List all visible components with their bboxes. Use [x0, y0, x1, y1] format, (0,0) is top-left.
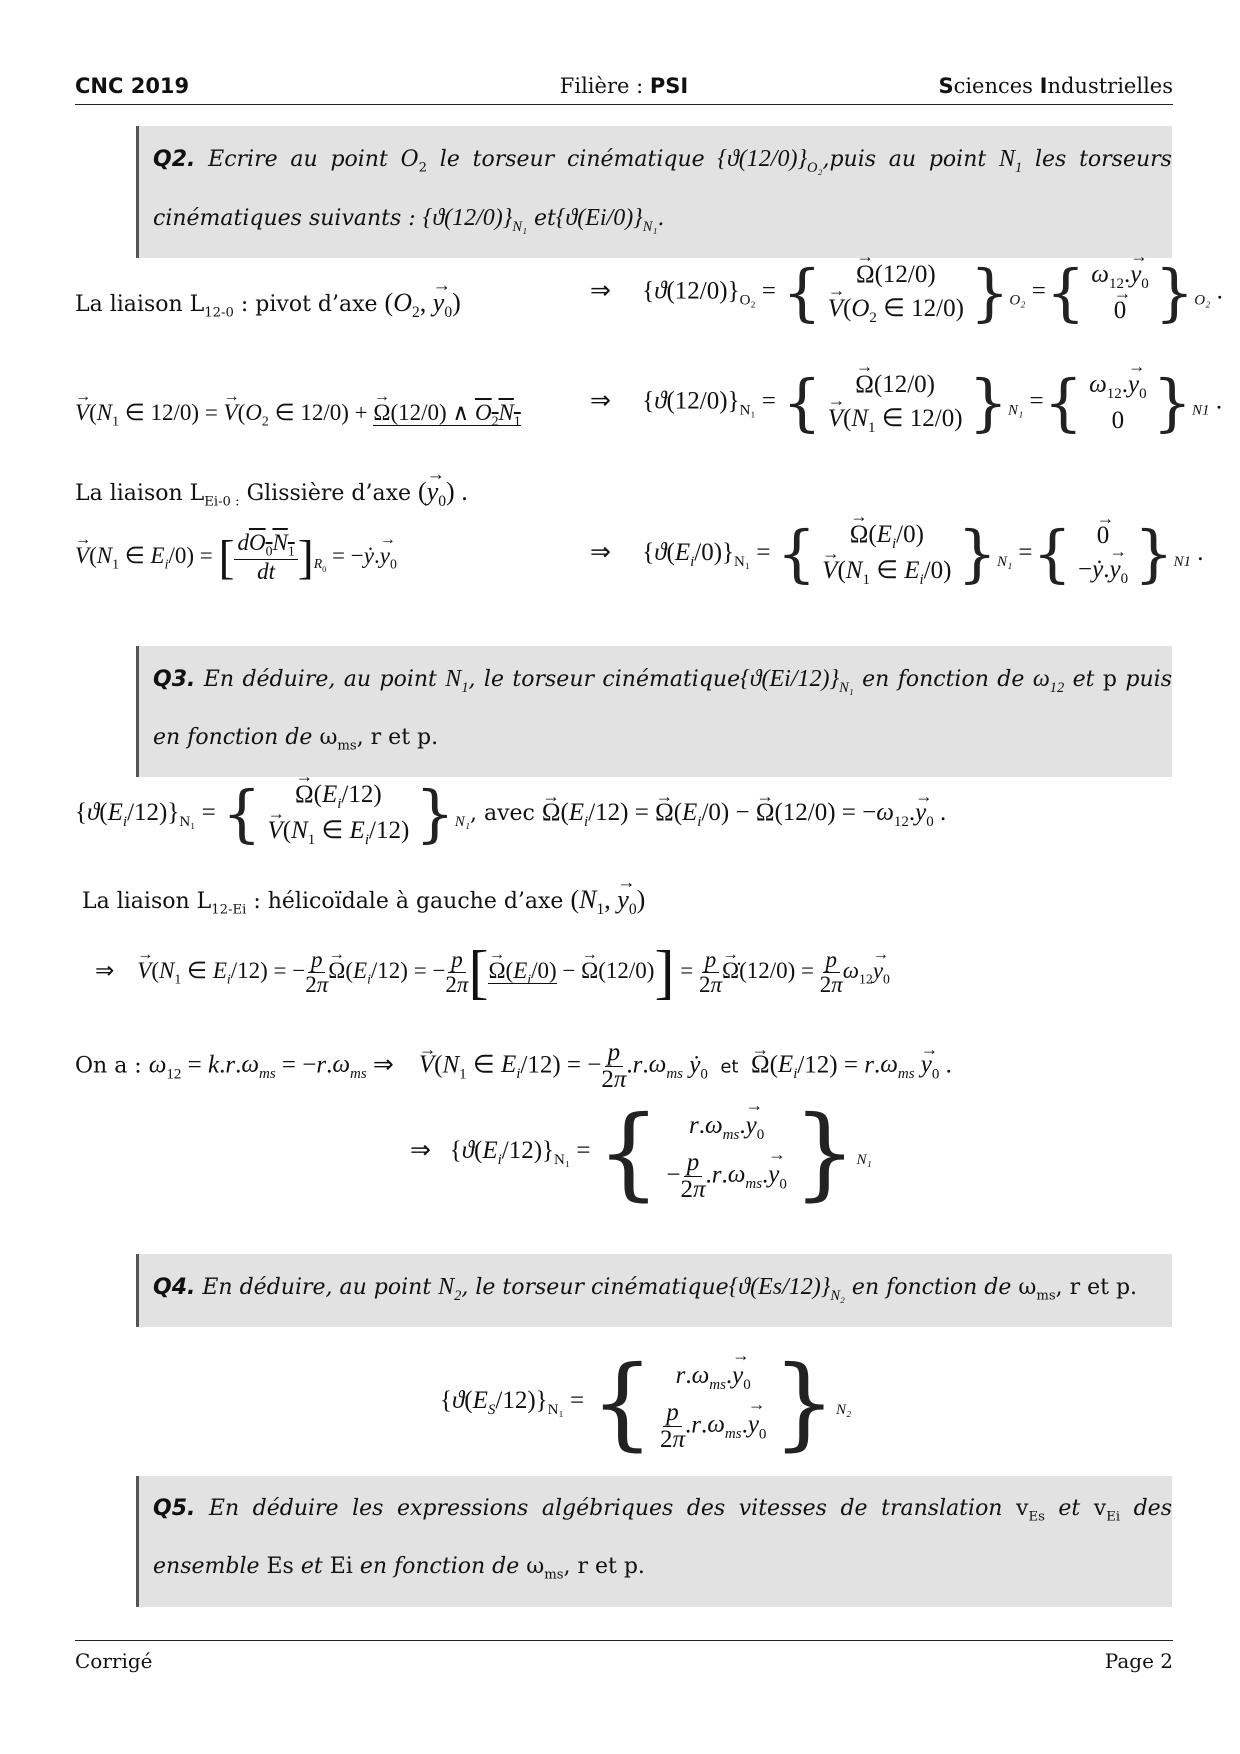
q4-text-d: ω — [1018, 1275, 1037, 1300]
q5-w: ω — [526, 1554, 545, 1580]
q2-label: Q2. — [153, 147, 196, 172]
l1-sub: 12-0 — [204, 305, 234, 321]
q3-text-d: et — [1064, 667, 1103, 692]
q2-text-c: ,puis au point — [822, 147, 999, 172]
helicoidale-liaison-line — [82, 885, 645, 919]
q2-et: et — [526, 206, 556, 232]
l2-rest: Glissière d’axe — [239, 481, 412, 506]
l5-et: et — [720, 1056, 739, 1078]
q3-math-w12: $\omega_{12}$ — [1032, 666, 1065, 696]
l4-rest: : hélicoïdale à gauche d’axe — [246, 889, 564, 914]
q3-text-c: en fonction de — [853, 667, 1033, 692]
q2-end: . — [657, 206, 665, 232]
page-number: Page 2 — [1104, 1649, 1173, 1673]
q2-math-n1: $N_1$ — [998, 146, 1023, 176]
question-q2: Q2. Ecrire au point $O_2$ le torseur cinématique $\{ϑ(12/0)\}_{O_2},puis$ au point $N_1$ les torseurs cinématiques suivants : $\{ϑ(12/0)\}_{N_1}$ $et\{ϑ(Ei/0)\}_{N_1}$. — [136, 126, 1172, 258]
question-q4 — [136, 1254, 1172, 1327]
q4-text-d-sub: ms — [1036, 1288, 1056, 1304]
header-track-value: PSI — [649, 74, 689, 98]
q5-text-c: en fonction de — [352, 1554, 527, 1580]
q4-text-a: En déduire, au point — [195, 1275, 439, 1300]
q4-text-e: , r et p. — [1055, 1275, 1138, 1300]
eq-torseur-12-0-N1: ⇒ $\{ϑ(12/0)\}_{N_1}$ = { → Ω(12/0) → $V(N_1$ ∈ 12/0) } $_{N_1}$ = { $\omega_{12}.\to y_0$ 0 } $_{N1}$ . — [590, 368, 1222, 438]
header-exam: CNC 2019 — [75, 74, 190, 98]
q3-text-a: En déduire, au point — [203, 667, 446, 692]
pivot-axis-math: ($O_2$, → $y_0$) — [385, 288, 461, 317]
helicoidale-axis-math: ($N_1$, → $y_0$) — [570, 885, 645, 914]
l2-text: La liaison L — [75, 481, 205, 506]
question-q3 — [136, 646, 1172, 777]
l1-text: La liaison L — [75, 292, 205, 317]
l2-sub: Ei-0 : — [204, 494, 240, 510]
l4-text: La liaison L — [82, 889, 212, 914]
q3-label: Q3. — [153, 667, 196, 692]
q3-text-f: puis en fonction de — [153, 667, 1172, 750]
q4-label: Q4. — [153, 1275, 196, 1300]
eq-vitesse-N1-Ei: → $V(N_1$ ∈ $E_i/0$) = [ $\frac{dO_0N_1}{dt}$ ]$_{R_0}$ = −ẏ.→ $y_0$ — [75, 530, 397, 585]
footer-label: Corrigé — [75, 1649, 153, 1673]
l1-rest: : pivot d’axe — [233, 292, 378, 317]
q2-text-b: le torseur cinématique — [427, 147, 718, 172]
pivot-liaison-line — [75, 288, 461, 322]
q2-math-1: $\{ϑ(12/0)\}_{O_2}$ — [717, 146, 823, 176]
q2-text-d: les torseurs cinématiques suivants : — [153, 147, 1172, 232]
q5-es: Es — [266, 1554, 294, 1580]
l4-sub: 12-Ei — [211, 902, 247, 918]
q4-math-n2: $N_2$ — [438, 1274, 462, 1304]
question-q5 — [136, 1476, 1172, 1607]
page-footer — [75, 1640, 1173, 1673]
eq-vitesse-helicoidale: ⇒ → $V(N_1$ ∈ $E_i/12$) = − $\frac{p}{2\pi}$ → $\Omega(E_i/12)$ = − $\frac{p}{2\pi}$ [→ $\Omega(E_i/0)$ − → Ω(12/0)] = $\frac{p}{2\pi}$ → Ω̇(12/0) = $\frac{p}{2\pi}$ $\omega_{12}\to y_0$ — [95, 938, 890, 1007]
l3-avec: , avec — [469, 800, 542, 826]
q2-math-3: $\{ϑ(Ei/0)\}_{N_1}$ — [555, 205, 658, 236]
q5-text-b: des ensemble — [153, 1496, 1172, 1580]
q5-text-a: En déduire les expressions algébriques des vitesses de translation — [195, 1496, 1017, 1521]
q3-text-b: , le torseur cinématique — [468, 667, 741, 692]
q2-math-2: $\{ϑ(12/0)\}_{N_1}$ — [422, 205, 527, 236]
q5-et2: et — [293, 1554, 330, 1580]
q3-text-g-sub: ms — [337, 738, 357, 754]
q4-text-b: , le torseur cinématique — [461, 1275, 729, 1300]
q4-text-c: en fonction de — [844, 1275, 1019, 1300]
q5-v-ei-sub: Ei — [1106, 1509, 1121, 1525]
q3-math-n1: $N_1$ — [445, 666, 469, 696]
eq-on-a: On a : $\omega_{12} = k.r.\omega_{ms} = -r.\omega_{ms}$ ⇒ → $V(N_1$ ∈ $E_i/12$) = − $\frac{p}{2\pi}$ $.r.\omega_{ms}$ ẏ$_0$ et → $\Omega(E_i/12) = r.\omega_{ms} \to y_0$ . — [75, 1040, 952, 1094]
q5-v-es-sub: Es — [1028, 1509, 1045, 1525]
q4-math-torseur: $\{ϑ(Es/12)\}_{N_2}$ — [728, 1274, 845, 1304]
glissiere-axis-math: (→ $y_0$) . — [418, 477, 468, 506]
q5-et: et — [1044, 1496, 1094, 1521]
q5-w-sub: ms — [544, 1567, 564, 1583]
q3-math-torseur: $\{ϑ(Ei/12)\}_{N_1}$ — [740, 666, 854, 696]
header-track-label: Filière : — [559, 74, 650, 98]
l5-ona: On a : — [75, 1053, 149, 1079]
page-header — [75, 74, 1173, 105]
eq-torseur-Ei-12: $\{ϑ(E_i/12)\}_{N_1}$ = { → $\Omega(E_i/12)$ → $V(N_1$ ∈ $E_i/12$) } $_{N_1}$, avec → $\Omega(E_i/12)$ = → $\Omega(E_i/0)$ − → $\Omega(12/0) = -\omega_{12}.\to y_0$ . — [75, 778, 946, 851]
eq-torseur-12-0-O2: ⇒ $\{ϑ(12/0)\}_{O_2}$ = { → Ω(12/0) → $V(O_2$ ∈ 12/0) } $_{O_2}$ = { $\omega_{12}.\to y_0$ → 0 } $_{O_2}$ . — [590, 258, 1223, 328]
q3-text-g: ω — [319, 724, 338, 750]
q3-text-h: , r et p. — [356, 724, 439, 750]
eq-vitesse-N1: → $V(N_1$ ∈ 12/0) = → $V(O_2$ ∈ 12/0) + → Ω(12/0) ∧ $O_2N_1$ — [75, 400, 521, 430]
glissiere-liaison-line — [75, 477, 468, 511]
eq-torseur-Es-12: $\{ϑ(E_S/12)\}_{N_1}$ = { $r.\omega_{ms}.\to y_0$ $\frac{p}{2\pi}$ $.r.\omega_{ms}.\to y_0$ } $_{N_2}$ — [440, 1352, 851, 1453]
q5-text-d: , r et p. — [563, 1554, 645, 1580]
eq-torseur-Ei-12-result: ⇒ $\{ϑ(E_i/12)\}_{N_1}$ = { $r.\omega_{ms}.\to y_0$ − $\frac{p}{2\pi}$ $.r.\omega_{ms}.\to y_0$ } $_{N_1}$ — [410, 1102, 872, 1203]
q5-ei: Ei — [329, 1554, 353, 1580]
q2-text-a: Ecrire au point O — [208, 147, 419, 172]
eq-torseur-Ei-0-N1: ⇒ $\{ϑ(E_i/0)\}_{N_1}$ = { → $\Omega(E_i/0)$ → $V(N_1$ ∈ $E_i/0$) } $_{N_1}$ = { → 0 −ẏ.→ $y_0$ } $_{N1}$ . — [590, 518, 1204, 591]
q5-label: Q5. — [153, 1496, 196, 1521]
q5-v-es: v — [1016, 1496, 1029, 1521]
header-subject: Sciences Industrielles — [938, 74, 1173, 98]
q5-v-ei: v — [1093, 1496, 1107, 1521]
q3-text-e: p — [1102, 667, 1117, 692]
